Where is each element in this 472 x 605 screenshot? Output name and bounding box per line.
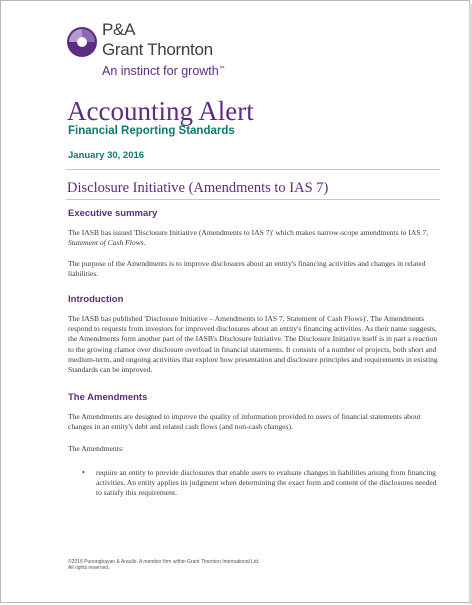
- amendments-paragraph-1: The Amendments are designed to improve the quality of information provided to users of financial statements about changes in an entity's debt and related cash flows (and non-cash changes).: [68, 412, 421, 432]
- section-heading-introduction: Introduction: [68, 294, 124, 305]
- amendments-paragraph-2: The Amendments:: [68, 444, 124, 453]
- executive-summary-paragraph-1: [68, 228, 440, 248]
- divider: [66, 199, 440, 200]
- publication-date: January 30, 2016: [68, 150, 145, 161]
- executive-summary-paragraph-2: The purpose of the Amendments is to improve disclosures about an entity's financing activities and changes in related liabilities.: [68, 259, 426, 279]
- footer-rights: All rights reserved.: [68, 565, 110, 571]
- section-heading-executive-summary: Executive summary: [68, 208, 158, 219]
- tagline-text: An instinct for growth: [102, 64, 219, 78]
- section-heading-amendments: The Amendments: [68, 392, 148, 403]
- page-subtitle: Financial Reporting Standards: [68, 125, 235, 137]
- paragraph-italic-text: Statement of Cash Flows: [68, 238, 144, 248]
- footer: [68, 559, 328, 571]
- divider: [66, 169, 440, 170]
- logo-tagline: [102, 64, 225, 78]
- logo-line1: P&A: [102, 20, 136, 39]
- page-title: Accounting Alert: [67, 96, 254, 126]
- list-item: require an entity to provide disclosures that enable users to evaluate changes in liabilities arising from financing activities. An entity applies its judgment when determining the exact form and content of the disclosures needed to satisfy this requirement.: [96, 468, 437, 498]
- footer-copyright: ©2016 Punongbayan & Araullo. A member firm within Grant Thornton International Ltd.: [68, 559, 260, 565]
- paragraph-text: The IASB has issued 'Disclosure Initiative (Amendments to IAS 7)' which makes narrow-scope amendments to IAS 7,: [68, 228, 429, 237]
- grant-thornton-logo-icon: [66, 26, 98, 58]
- paragraph-text: .: [143, 238, 146, 248]
- tagline-mark: ™: [218, 65, 225, 72]
- bullet-icon: •: [82, 468, 85, 477]
- logo-line2: Grant Thornton: [102, 40, 213, 59]
- document-heading: Disclosure Initiative (Amendments to IAS 7): [67, 180, 329, 196]
- introduction-paragraph: The IASB has published 'Disclosure Initiative – Amendments to IAS 7, Statement of Cash Flows)'. The Amendments respond to requests from investors for improved disclosures about an entity's financing activities. As their name suggests, the Amendments form another part of the IASB's Disclosure Initiative. The Disclosure Initiative itself is in part a reaction to the growing clamor over disclosure overload in financial statements. It consists of a number of projects, both short and medium-term, and ongoing activities that explore how presentation and disclosure principles and requirements in existing Standards can be improved.: [68, 314, 438, 375]
